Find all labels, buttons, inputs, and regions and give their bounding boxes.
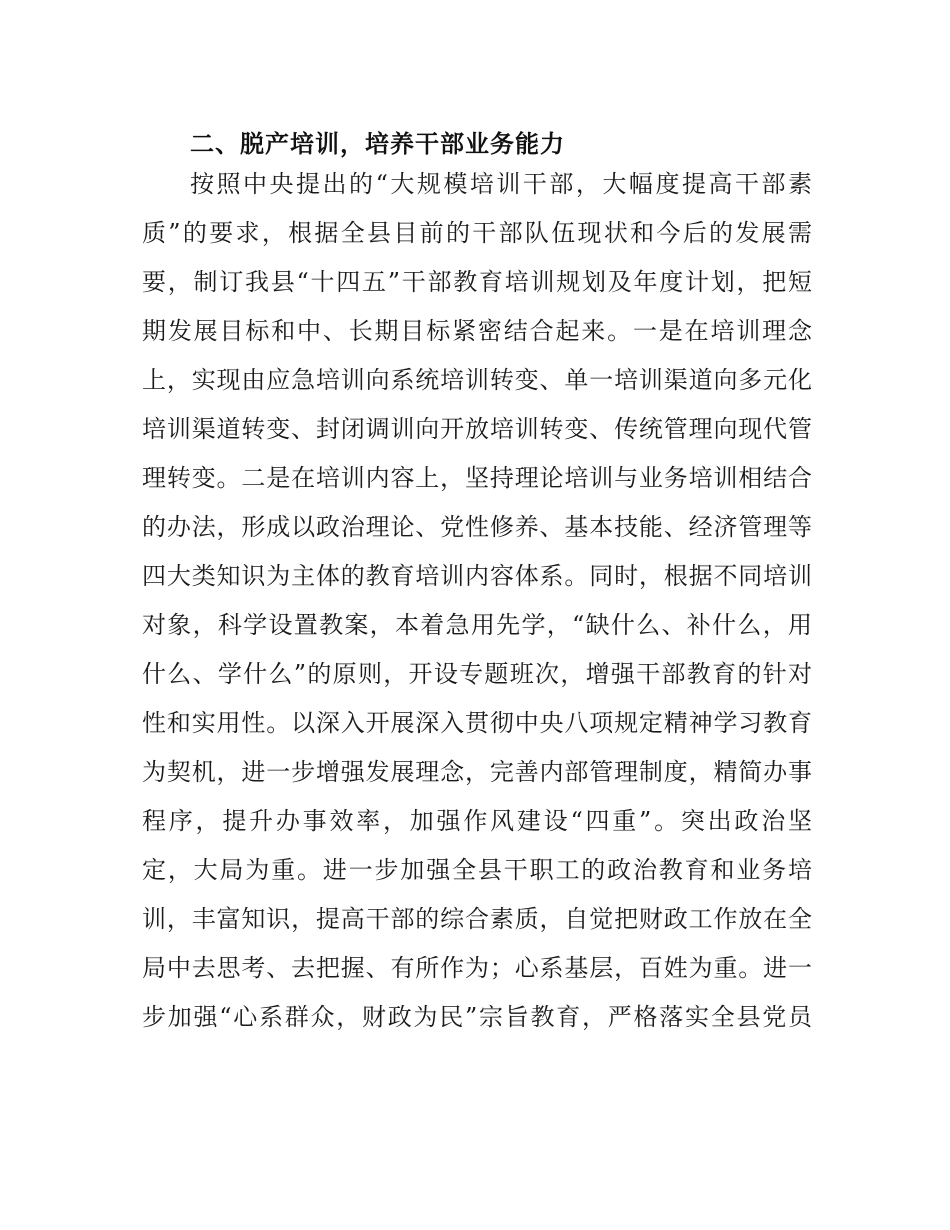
text-line: 什么、学什么”的原则，开设专题班次，增强干部教育的针对 [142, 660, 812, 688]
text-line: 四大类知识为主体的教育培训内容体系。同时，根据不同培训 [142, 562, 812, 590]
text-line: 训，丰富知识，提高干部的综合素质，自觉把财政工作放在全 [142, 905, 812, 933]
section-heading: 二、脱产培训，培养干部业务能力 [190, 130, 565, 158]
text-line: 程序，提升办事效率，加强作风建设“四重”。突出政治坚 [142, 807, 812, 835]
text-line: 的办法，形成以政治理论、党性修养、基本技能、经济管理等 [142, 513, 812, 541]
body-paragraph [142, 160, 812, 1042]
text-line: 上，实现由应急培训向系统培训转变、单一培训渠道向多元化 [142, 366, 812, 394]
text-line: 定，大局为重。进一步加强全县干职工的政治教育和业务培 [142, 856, 812, 884]
text-line: 理转变。二是在培训内容上，坚持理论培训与业务培训相结合 [142, 464, 812, 492]
text-line: 期发展目标和中、长期目标紧密结合起来。一是在培训理念 [142, 317, 812, 345]
text-line: 局中去思考、去把握、有所作为；心系基层，百姓为重。进一 [142, 954, 812, 982]
text-line: 培训渠道转变、封闭调训向开放培训转变、传统管理向现代管 [142, 415, 812, 443]
text-line: 对象，科学设置教案，本着急用先学，“缺什么、补什么，用 [142, 611, 812, 639]
text-line: 步加强“心系群众，财政为民”宗旨教育，严格落实全县党员 [142, 1003, 812, 1031]
text-line: 为契机，进一步增强发展理念，完善内部管理制度，精简办事 [142, 758, 812, 786]
text-line: 按照中央提出的“大规模培训干部，大幅度提高干部素 [190, 170, 812, 198]
text-line: 质”的要求，根据全县目前的干部队伍现状和今后的发展需 [142, 219, 812, 247]
text-line: 要，制订我县“十四五”干部教育培训规划及年度计划，把短 [142, 268, 812, 296]
text-line: 性和实用性。以深入开展深入贯彻中央八项规定精神学习教育 [142, 709, 812, 737]
